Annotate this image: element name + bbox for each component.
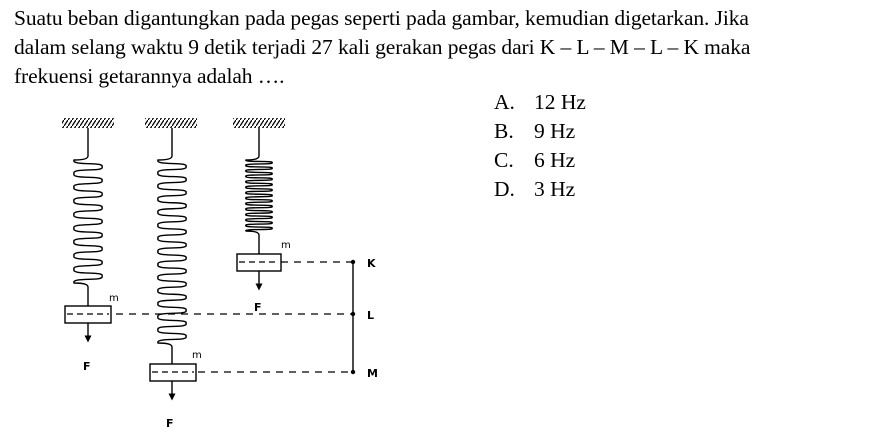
- mass-2-label: m: [192, 350, 202, 361]
- option-d-text: 3 Hz: [534, 177, 576, 201]
- force-label-2: F: [166, 417, 174, 430]
- label-k: K: [367, 257, 376, 270]
- force-label-1: F: [83, 360, 91, 373]
- ceiling-support-3: [233, 118, 285, 128]
- mass-1-label: m: [109, 293, 119, 304]
- spring-1: [74, 128, 102, 306]
- question-line-1: Suatu beban digantungkan pada pegas seperti pada gambar, kemudian digetarkan. Jika: [14, 6, 749, 30]
- label-l: L: [367, 309, 375, 322]
- point-l: [351, 312, 355, 316]
- option-d-letter: D.: [494, 177, 515, 201]
- spring-3: [246, 128, 272, 254]
- option-c-letter: C.: [494, 148, 514, 172]
- option-c-text: 6 Hz: [534, 148, 576, 172]
- question-line-3: frekuensi getarannya adalah ….: [14, 64, 285, 88]
- ceiling-support-1: [62, 118, 114, 128]
- option-b-letter: B.: [494, 119, 514, 143]
- option-a-letter: A.: [494, 90, 515, 114]
- force-label-3: F: [254, 301, 262, 314]
- spring-2: [158, 128, 186, 364]
- ceiling-support-2: [145, 118, 197, 128]
- point-m: [351, 370, 355, 374]
- mass-3-label: m: [281, 240, 291, 251]
- option-a-text: 12 Hz: [534, 90, 586, 114]
- label-m: M: [367, 367, 378, 380]
- option-b-text: 9 Hz: [534, 119, 576, 143]
- question-line-2: dalam selang waktu 9 detik terjadi 27 kali gerakan pegas dari K – L – M – L – K maka: [14, 35, 751, 59]
- point-k: [351, 260, 355, 264]
